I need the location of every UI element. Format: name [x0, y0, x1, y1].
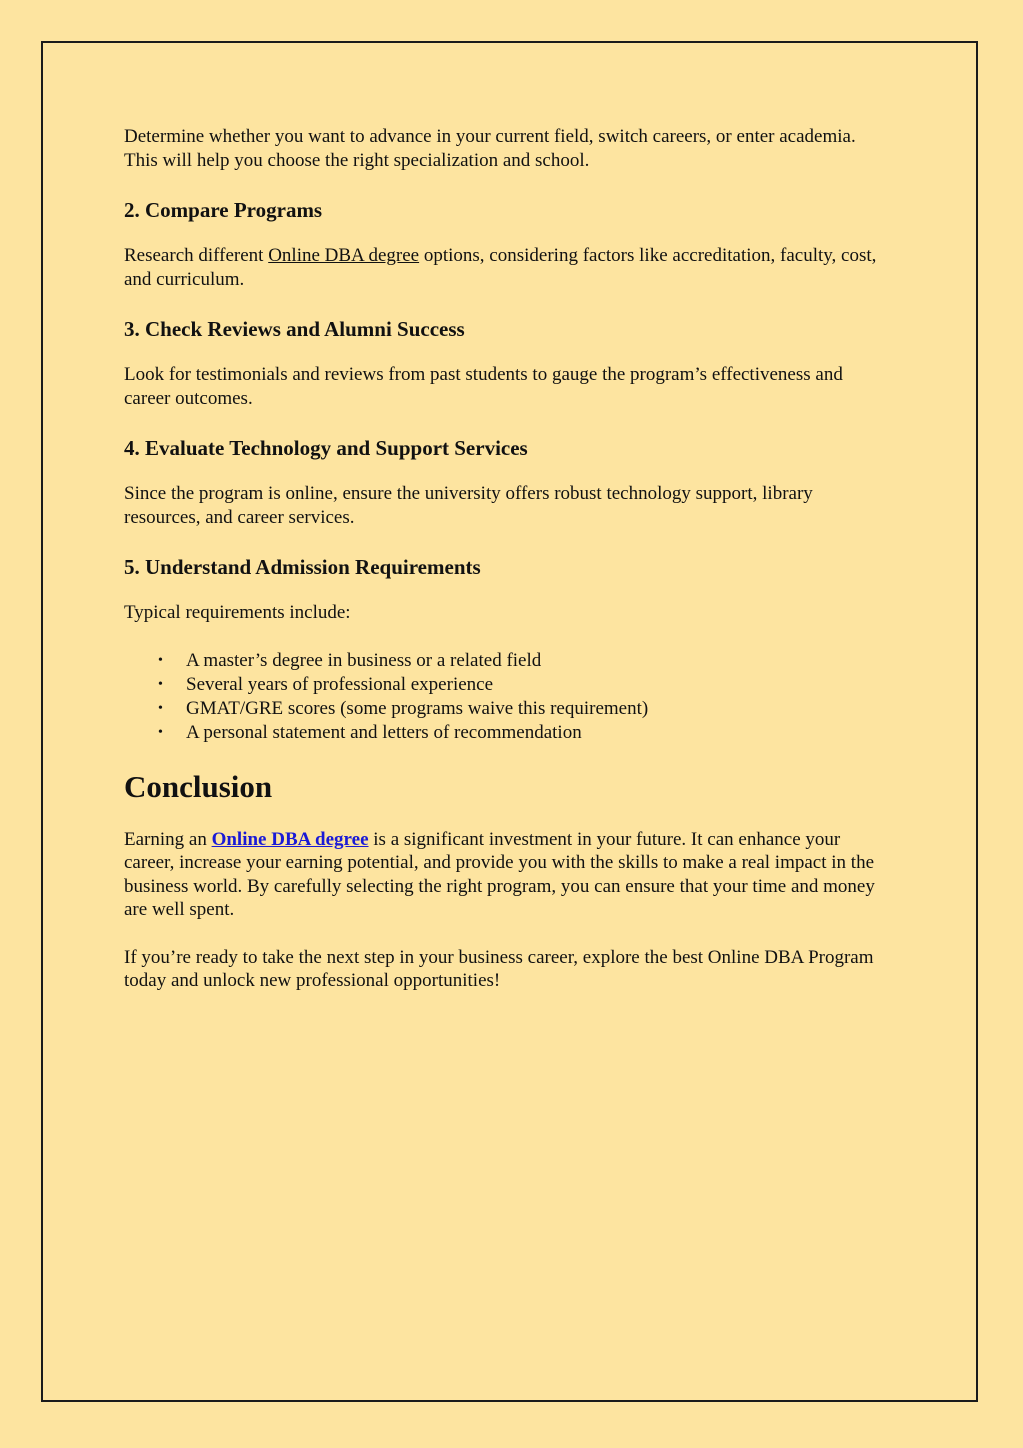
list-item-text: GMAT/GRE scores (some programs waive this requirement): [186, 697, 649, 719]
list-item: [124, 721, 884, 745]
conclusion-paragraph-1: [124, 828, 884, 922]
list-item-text: A personal statement and letters of recommendation: [186, 721, 582, 743]
list-item-text: A master’s degree in business or a related field: [186, 649, 542, 671]
bullet-icon: •: [158, 676, 163, 692]
heading-check-reviews: 3. Check Reviews and Alumni Success: [124, 317, 465, 341]
list-item-text: Several years of professional experience: [186, 673, 494, 695]
online-dba-degree-link[interactable]: Online DBA degree: [268, 245, 420, 266]
conclusion-text-before: Earning an: [124, 828, 212, 850]
conclusion-paragraph-2: If you’re ready to take the next step in your business career, explore the best Online DBA Program today and unlock new professional opportunities!: [124, 946, 874, 991]
list-item: [124, 673, 884, 697]
intro-paragraph: Determine whether you want to advance in your current field, switch careers, or enter academia. This will help you choose the right specialization and school.: [124, 126, 856, 171]
conclusion-text-after: is a significant investment in your future. It can enhance your career, increase your earning potential, and provide you with the skills to make a real impact in the business world. By carefully selecting the right program, you can ensure that your time and money are well spent.: [124, 828, 875, 920]
compare-text-after: options, considering factors like accreditation, faculty, cost, and curriculum.: [124, 245, 877, 290]
admission-requirements-paragraph: Typical requirements include:: [124, 602, 351, 623]
bullet-icon: •: [158, 724, 163, 740]
bullet-icon: •: [158, 700, 163, 716]
conclusion-heading: Conclusion: [124, 768, 273, 804]
heading-admission-requirements: 5. Understand Admission Requirements: [124, 555, 481, 579]
compare-text-before: Research different: [124, 245, 269, 266]
conclusion-online-dba-degree-link[interactable]: Online DBA degree: [211, 828, 369, 850]
document-content: [124, 125, 884, 993]
requirements-list: [124, 649, 884, 745]
check-reviews-paragraph: Look for testimonials and reviews from past students to gauge the program’s effectiveness and career outcomes.: [124, 364, 843, 409]
list-item: [124, 697, 884, 721]
heading-compare-programs: 2. Compare Programs: [124, 198, 323, 222]
heading-evaluate-technology: 4. Evaluate Technology and Support Services: [124, 436, 528, 460]
evaluate-technology-paragraph: Since the program is online, ensure the university offers robust technology support, library resources, and career services.: [124, 483, 813, 528]
list-item: [124, 649, 884, 673]
bullet-icon: •: [158, 652, 163, 668]
compare-programs-paragraph: [124, 244, 884, 291]
